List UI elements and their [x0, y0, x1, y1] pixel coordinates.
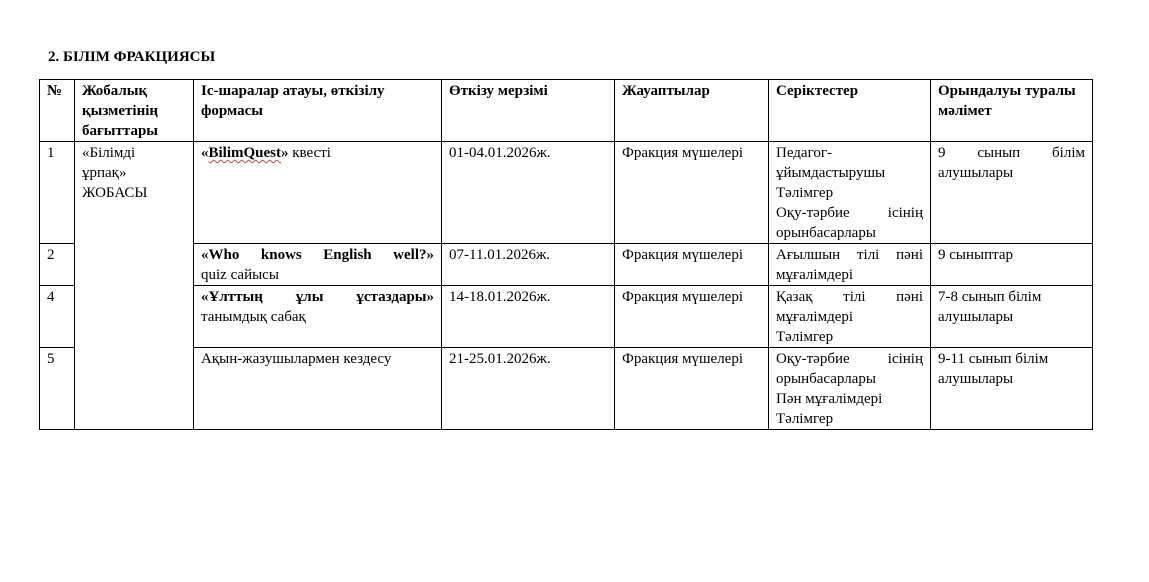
row-number: 5: [40, 348, 75, 430]
partner-line: мұғалімдері: [776, 267, 854, 283]
table-row: [40, 142, 1093, 244]
header-info: Орындалуы туралы мәлімет: [931, 80, 1093, 142]
responsible-cell: Фракция мүшелері: [615, 142, 769, 244]
date-cell: 01-04.01.2026ж.: [442, 142, 615, 244]
partners-cell: [769, 348, 931, 430]
header-event: Іс-шаралар атауы, өткізілу формасы: [194, 80, 442, 142]
direction-line: ұрпақ»: [82, 165, 127, 181]
table-row: [40, 286, 1093, 348]
partner-line: Педагог-: [776, 145, 833, 161]
info-line: 9 сынып білім: [938, 145, 1085, 161]
faction-plan-table: [39, 79, 1093, 430]
info-line: 7-8 сынып білім: [938, 289, 1042, 305]
partners-cell: [769, 286, 931, 348]
info-cell: [931, 286, 1093, 348]
header-responsible: Жауаптылар: [615, 80, 769, 142]
event-cell: [194, 142, 442, 244]
table-row: [40, 348, 1093, 430]
partner-line: Оқу-тәрбие ісінің: [776, 205, 923, 221]
responsible-cell: Фракция мүшелері: [615, 348, 769, 430]
responsible-cell: Фракция мүшелері: [615, 244, 769, 286]
date-cell: 07-11.01.2026ж.: [442, 244, 615, 286]
row-number: 1: [40, 142, 75, 244]
partner-line: ұйымдастырушы: [776, 165, 886, 181]
event-name: «Who knows English well?»: [201, 247, 434, 263]
info-line: 9 сыныптар: [938, 247, 1014, 263]
info-line: 9-11 сынып білім: [938, 351, 1049, 367]
event-quote: »: [281, 145, 289, 161]
header-number: №: [40, 80, 75, 142]
event-quote: «: [201, 145, 209, 161]
date-cell: 14-18.01.2026ж.: [442, 286, 615, 348]
event-name: «Ұлттың ұлы ұстаздары»: [201, 289, 434, 305]
row-number: 2: [40, 244, 75, 286]
partners-cell: [769, 142, 931, 244]
partner-line: мұғалімдері: [776, 309, 854, 325]
partner-line: Қазақ тілі пәні: [776, 289, 923, 305]
event-cell: [194, 348, 442, 430]
responsible-cell: Фракция мүшелері: [615, 286, 769, 348]
partner-line: Тәлімгер: [776, 329, 834, 345]
partners-cell: [769, 244, 931, 286]
info-line: алушылары: [938, 371, 1014, 387]
partner-line: Ағылшын тілі пәні: [776, 247, 923, 263]
section-heading: 2. БІЛІМ ФРАКЦИЯСЫ: [48, 49, 216, 65]
row-number: 4: [40, 286, 75, 348]
partner-line: орынбасарлары: [776, 225, 876, 241]
partner-line: Тәлімгер: [776, 185, 834, 201]
date-cell: 21-25.01.2026ж.: [442, 348, 615, 430]
header-direction: Жобалық қызметінің бағыттары: [75, 80, 194, 142]
partner-line: Пән мұғалімдері: [776, 391, 883, 407]
direction-line: ЖОБАСЫ: [82, 185, 148, 201]
header-partners: Серіктестер: [769, 80, 931, 142]
event-cell: [194, 286, 442, 348]
event-form: Ақын-жазушылармен кездесу: [201, 351, 392, 367]
info-line: алушылары: [938, 165, 1014, 181]
table-header-row: [40, 80, 1093, 142]
event-name: BilimQuest: [208, 145, 282, 161]
partner-line: орынбасарлары: [776, 371, 876, 387]
event-cell: [194, 244, 442, 286]
event-form: квесті: [288, 145, 331, 161]
info-line: алушылары: [938, 309, 1014, 325]
direction-line: «Білімді: [82, 145, 136, 161]
header-date: Өткізу мерзімі: [442, 80, 615, 142]
event-form: quiz сайысы: [201, 267, 279, 283]
info-cell: [931, 348, 1093, 430]
table-row: [40, 244, 1093, 286]
partner-line: Оқу-тәрбие ісінің: [776, 351, 923, 367]
info-cell: [931, 244, 1093, 286]
info-cell: [931, 142, 1093, 244]
event-form: танымдық сабақ: [201, 309, 306, 325]
partner-line: Тәлімгер: [776, 411, 834, 427]
project-direction-cell: [75, 142, 194, 430]
